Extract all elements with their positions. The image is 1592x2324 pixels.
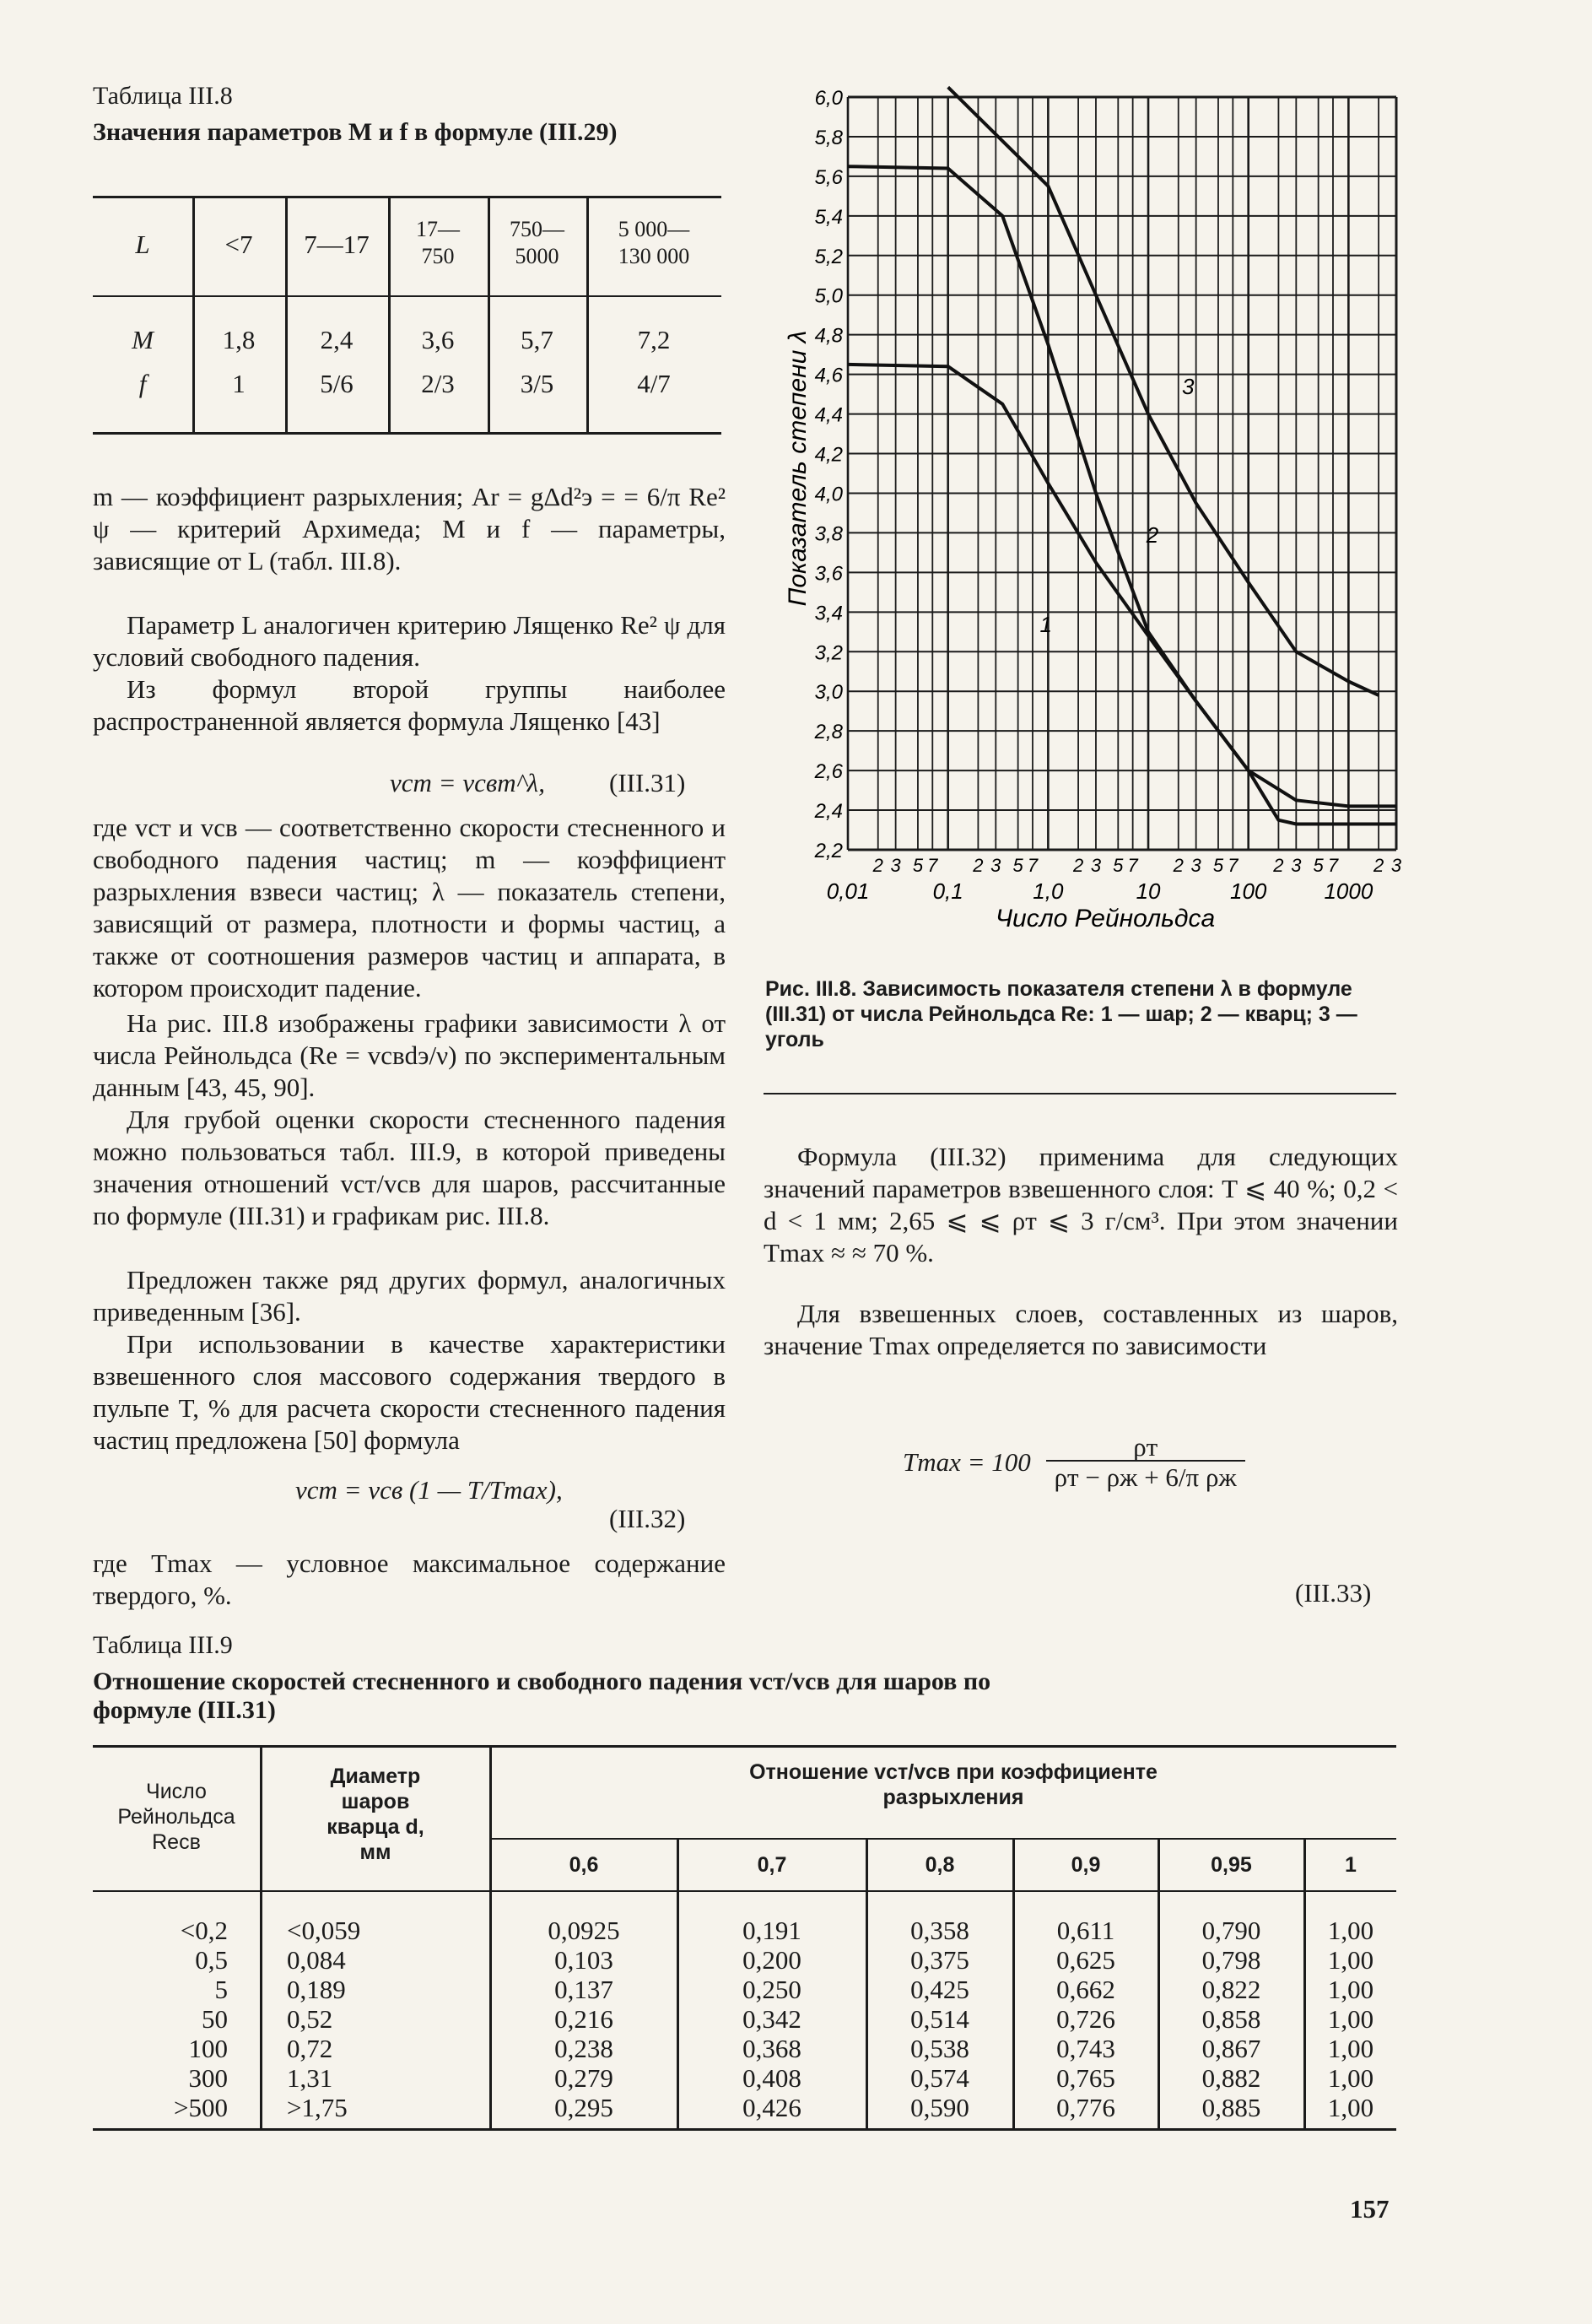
y-tick-label: 4,8 — [814, 324, 843, 348]
table8-header-cell: 750— 5000 — [510, 217, 564, 268]
x-major-tick-label: 0,01 — [826, 878, 870, 904]
eq33-numerator: ρт — [1046, 1435, 1245, 1462]
table9-group-rule — [491, 1838, 1396, 1840]
separator — [764, 1093, 1396, 1094]
table8-cell: 7,2 — [637, 325, 671, 354]
table9-m-header: 0,8 — [925, 1853, 955, 1877]
y-tick-label: 3,8 — [814, 522, 843, 546]
x-minor-tick-label: 2 — [1273, 855, 1284, 876]
x-minor-tick-label: 3 — [890, 855, 901, 876]
table8-head-rule — [93, 295, 721, 297]
x-major-tick-label: 1000 — [1324, 878, 1373, 904]
table9-col-07: 0,191 0,200 0,250 0,342 0,368 0,408 0,426 — [742, 1916, 801, 2122]
y-tick-label: 2,2 — [814, 840, 843, 862]
table9-header-group: Отношение vст/vсв при коэффициенте разрыхления — [749, 1760, 1158, 1809]
table9-col-06: 0,0925 0,103 0,137 0,216 0,238 0,279 0,295 — [548, 1916, 620, 2122]
table9-col-d: <0,059 0,084 0,189 0,52 0,72 1,31 >1,75 — [287, 1916, 361, 2122]
equation-31: vст = vсвm^λ, — [390, 768, 545, 797]
y-tick-label: 5,0 — [814, 284, 843, 308]
paragraph: где vст и vсв — соответственно скорости стесненного и свободного падения частиц; m — коэффициент разрыхления взвеси частиц; λ — показатель степени, зависящий от размера, плотности и формы частиц, а также от соотношения размеров частиц и аппарата, в котором происходит падение. — [93, 813, 726, 1003]
table9-title: Таблица III.9 — [93, 1631, 233, 1659]
series-label: 2 — [1146, 522, 1159, 549]
paragraph: Для взвешенных слоев, составленных из шаров, значение Tmax определяется по зависимости — [764, 1299, 1398, 1360]
table8-header-cell: 17— 750 — [416, 217, 460, 268]
table9-col-re: <0,2 0,5 5 50 100 300 >500 — [174, 1916, 228, 2122]
x-minor-tick-label: 5 — [1113, 855, 1124, 876]
y-tick-label: 3,6 — [814, 562, 843, 586]
x-minor-tick-label: 7 — [1228, 855, 1239, 876]
eq33-fraction — [1046, 1432, 1245, 1492]
x-minor-tick-label: 2 — [1072, 855, 1084, 876]
y-tick-label: 3,4 — [814, 602, 843, 625]
table8-cell: 2/3 — [421, 369, 455, 398]
x-minor-tick-label: 7 — [1027, 855, 1039, 876]
x-minor-tick-label: 2 — [973, 855, 984, 876]
equation-number: (III.32) — [609, 1504, 686, 1533]
y-tick-label: 4,6 — [814, 364, 843, 387]
paragraph: Формула (III.32) применима для следующих значений параметров взвешенного слоя: T ⩽ 40 %; 0,2 < d < 1 мм; 2,65 ⩽ ⩽ ρт ⩽ 3 г/см³. При этом значении Tmax ≈ ≈ 70 %. — [764, 1142, 1398, 1267]
page-number: 157 — [1350, 2194, 1390, 2224]
y-tick-label: 4,0 — [814, 483, 843, 506]
table8-header-cell: L — [135, 230, 150, 259]
y-tick-label: 5,6 — [814, 165, 843, 189]
x-minor-tick-label: 5 — [1212, 855, 1224, 876]
x-minor-tick-label: 7 — [1127, 855, 1138, 876]
figure-caption: Рис. III.8. Зависимость показателя степени λ в формуле (III.31) от числа Рейнольдса Re: 1 — шар; 2 — кварц; 3 — уголь — [765, 977, 1357, 1051]
x-major-tick-label: 100 — [1230, 878, 1267, 904]
table8-cell: 1 — [232, 369, 246, 398]
x-minor-tick-label: 5 — [1313, 855, 1324, 876]
x-minor-tick-label: 5 — [912, 855, 924, 876]
x-minor-tick-label: 7 — [927, 855, 938, 876]
paragraph: где Tmax — условное максимальное содержание твердого, %. — [93, 1548, 726, 1610]
table9-col-09: 0,611 0,625 0,662 0,726 0,743 0,765 0,776 — [1056, 1916, 1115, 2122]
table9-m-header: 0,6 — [569, 1853, 599, 1877]
series-3-line — [948, 87, 1379, 695]
x-major-tick-label: 1,0 — [1033, 878, 1064, 904]
y-tick-label: 2,8 — [814, 721, 843, 744]
series-label: 3 — [1182, 374, 1195, 400]
series-2-line — [848, 166, 1396, 806]
y-tick-label: 2,6 — [814, 760, 843, 784]
y-tick-label: 5,4 — [814, 205, 843, 229]
table9-col-08: 0,358 0,375 0,425 0,514 0,538 0,574 0,590 — [910, 1916, 969, 2122]
y-tick-label: 3,0 — [814, 681, 843, 705]
x-minor-tick-label: 3 — [1190, 855, 1201, 876]
table9-m-header: 0,95 — [1211, 1853, 1252, 1877]
table8-subtitle: Значения параметров M и f в формуле (III.29) — [93, 118, 618, 146]
paragraph: При использовании в качестве характеристики взвешенного слоя массового содержания твердого в пульпе T, % для расчета скорости стесненного падения частиц предложена [50] формула — [93, 1329, 726, 1455]
table8-title: Таблица III.8 — [93, 82, 233, 110]
eq33-denominator: ρт − ρж + 6/π ρж — [1054, 1462, 1237, 1492]
table8-header-cell: 5 000— 130 000 — [618, 217, 690, 268]
series-1-line — [848, 365, 1396, 824]
table9-col-1: 1,00 1,00 1,00 1,00 1,00 1,00 1,00 — [1327, 1916, 1374, 2122]
table9-head-rule — [93, 1890, 1396, 1892]
y-tick-label: 5,8 — [814, 126, 843, 149]
equation-number: (III.31) — [609, 768, 686, 797]
x-minor-tick-label: 3 — [1090, 855, 1102, 876]
x-minor-tick-label: 2 — [1173, 855, 1184, 876]
table8-cell: 5,7 — [521, 325, 553, 354]
x-minor-tick-label: 7 — [1327, 855, 1339, 876]
y-tick-label: 6,0 — [814, 87, 843, 110]
x-axis-title: Число Рейнольдса — [995, 905, 1216, 932]
equation-33 — [903, 1432, 1245, 1492]
paragraph: m — коэффициент разрыхления; Ar = gΔd²э = = 6/π Re² ψ — критерий Архимеда; M и f — параметры, зависящие от L (табл. III.8). — [93, 482, 726, 576]
x-major-tick-label: 0,1 — [932, 878, 963, 904]
table8-row-label: M — [132, 325, 154, 354]
paragraph: Параметр L аналогичен критерию Лященко Re² ψ для условий свободного падения. — [93, 610, 726, 672]
paragraph: Для грубой оценки скорости стесненного падения можно пользоваться табл. III.9, в которой приведены значения отношений vст/vсв для шаров, рассчитанные по формуле (III.31) и графикам рис. III.8. — [93, 1105, 726, 1230]
table9-m-header: 0,7 — [757, 1853, 787, 1877]
x-minor-tick-label: 5 — [1012, 855, 1023, 876]
table8-bottom-rule — [93, 432, 721, 435]
eq33-lhs: Tmax = 100 — [903, 1447, 1031, 1477]
table8-cell: 1,8 — [222, 325, 256, 354]
figure-chart — [764, 80, 1413, 954]
table8-cell: 3,6 — [421, 325, 455, 354]
table8-cell: 2,4 — [320, 325, 353, 354]
table8-header-cell: <7 — [224, 230, 253, 259]
x-minor-tick-label: 3 — [1390, 855, 1402, 876]
x-minor-tick-label: 3 — [1291, 855, 1302, 876]
table9-top-rule — [93, 1745, 1396, 1748]
y-axis-title: Показатель степени λ — [784, 330, 812, 607]
y-tick-label: 5,2 — [814, 245, 843, 268]
series-label: 1 — [1039, 611, 1052, 637]
x-minor-tick-label: 2 — [1373, 855, 1384, 876]
table8-cell: 5/6 — [320, 369, 353, 398]
table9-header-re: Число Рейнольдса Reсв — [117, 1780, 235, 1854]
equation-32: vст = vсв (1 — T/Tmax), — [295, 1475, 563, 1505]
table8-row-label: f — [138, 369, 147, 398]
table9-header-d: Диаметр шаров кварца d, мм — [326, 1765, 424, 1864]
table8-header-cell: 7—17 — [304, 230, 370, 259]
y-tick-label: 4,4 — [814, 403, 843, 427]
table8-top-rule — [93, 196, 721, 198]
paragraph: Из формул второй группы наиболее распространенной является формула Лященко [43] — [93, 674, 726, 736]
table9-bottom-rule — [93, 2128, 1396, 2131]
x-minor-tick-label: 2 — [872, 855, 883, 876]
table9-m-header: 1 — [1345, 1853, 1357, 1877]
paragraph: На рис. III.8 изображены графики зависимости λ от числа Рейнольдса (Re = vсвdэ/ν) по экспериментальным данным [43, 45, 90]. — [93, 1008, 726, 1102]
table8-cell: 4/7 — [637, 369, 671, 398]
table8-cell: 3/5 — [520, 369, 554, 398]
paragraph: Предложен также ряд других формул, аналогичных приведенным [36]. — [93, 1265, 726, 1327]
table9-subtitle: Отношение скоростей стесненного и свободного падения vст/vсв для шаров по формуле (III.31) — [93, 1667, 991, 1724]
equation-number: (III.33) — [1295, 1578, 1372, 1608]
x-minor-tick-label: 3 — [990, 855, 1001, 876]
y-tick-label: 2,4 — [814, 800, 843, 824]
y-tick-label: 4,2 — [814, 443, 843, 467]
table9-m-header: 0,9 — [1071, 1853, 1101, 1877]
x-major-tick-label: 10 — [1136, 878, 1161, 904]
y-tick-label: 3,2 — [814, 641, 843, 665]
table9-col-095: 0,790 0,798 0,822 0,858 0,867 0,882 0,885 — [1201, 1916, 1261, 2122]
